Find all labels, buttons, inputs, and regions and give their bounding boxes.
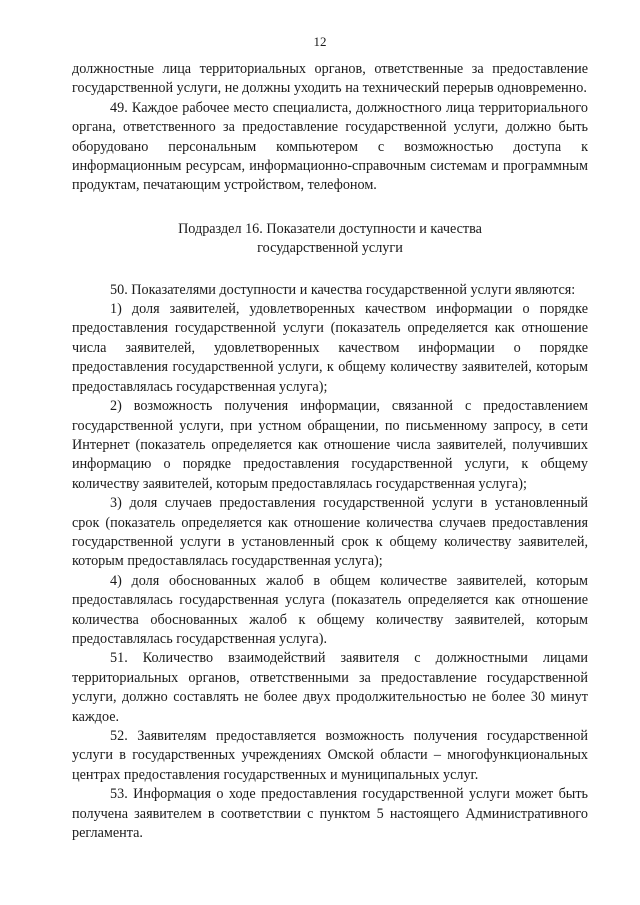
- paragraph-49: 49. Каждое рабочее место специалиста, должностного лица территориального органа, ответственного за предоставление государственной услуги, должно быть оборудовано персональным компьютером с возможностью доступа к информационным ресурсам, информационно-справочным системам и программным продуктам, печатающим устройством, телефоном.: [72, 99, 588, 194]
- subsection-heading-line1: Подраздел 16. Показатели доступности и качества: [178, 220, 482, 237]
- paragraph-52: 52. Заявителям предоставляется возможность получения государственной услуги в государственных учреждениях Омской области – многофункциональных центрах предоставления государственных и муниципальных услуг.: [72, 728, 588, 783]
- paragraph-48-continuation: должностные лица территориальных органов, ответственные за предоставление государственной услуги, не должны уходить на технический перерыв одновременно.: [72, 61, 588, 97]
- paragraph-50-item-4: 4) доля обоснованных жалоб в общем количестве заявителей, которым предоставлялась государственная услуга (показатель определяется как отношение количества обоснованных жалоб к общему количеству заявителей, которым предоставлялась государственная услуга).: [72, 572, 588, 647]
- subsection-heading: [72, 220, 588, 259]
- paragraph-50-item-1: 1) доля заявителей, удовлетворенных качеством информации о порядке предоставления государственной услуги (показатель определяется как отношение числа заявителей, удовлетворенных качеством информации о порядке предоставления государственной услуги, к общему количеству заявителей, которым предоставлялась государственная услуга);: [72, 301, 588, 395]
- paragraph-53: 53. Информация о ходе предоставления государственной услуги может быть получена заявителем в соответствии с пунктом 5 настоящего Административного регламента.: [72, 786, 588, 842]
- paragraph-51: 51. Количество взаимодействий заявителя с должностными лицами территориальных органов, ответственными за предоставление государственной услуги, должно составлять не более двух продолжительностью не более 30 минут каждое.: [72, 650, 588, 725]
- paragraph-50-item-3: 3) доля случаев предоставления государственной услуги в установленный срок (показатель определяется как отношение количества случаев предоставления государственной услуги в установленный срок к общему количеству заявителей, которым предоставлялась государственная услуга);: [72, 495, 588, 570]
- subsection-heading-line2: государственной услуги: [257, 240, 403, 257]
- body-text: [72, 60, 588, 843]
- paragraph-50-item-2: 2) возможность получения информации, связанной с предоставлением государственной услуги, при устном обращении, по письменному запросу, в сети Интернет (показатель определяется как отношение числа заявителей, получивших информацию о порядке предоставления государственной услуги, к общему количеству заявителей, которым предоставлялась государственная услуга);: [72, 398, 588, 492]
- page-number: 12: [313, 34, 327, 49]
- paragraph-50: 50. Показателями доступности и качества государственной услуги являются:: [110, 281, 576, 298]
